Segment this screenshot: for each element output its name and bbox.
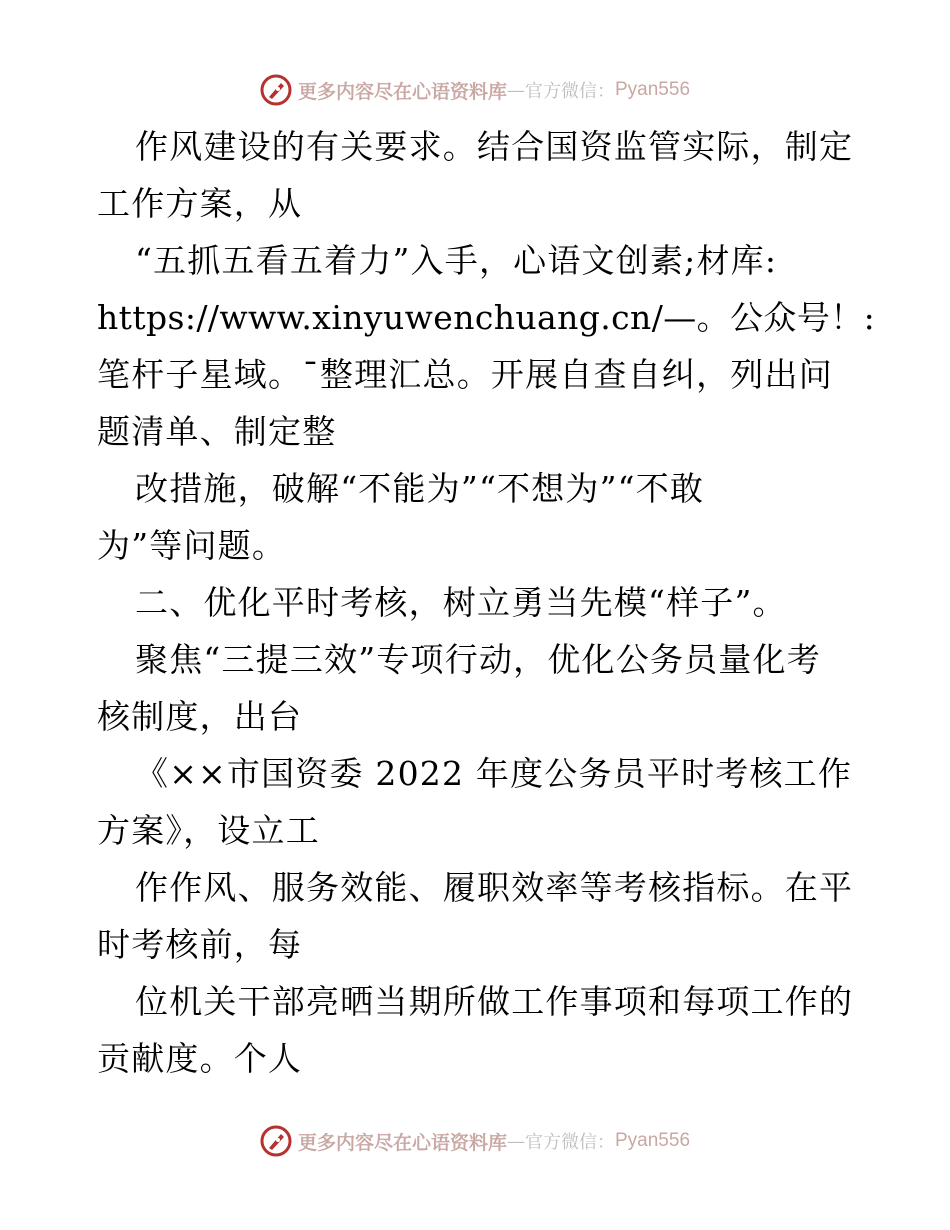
watermark-wechat-label: 官方微信： — [525, 1132, 615, 1153]
watermark-wechat-id: Pyan556 — [615, 79, 691, 100]
text-line-url: https://www.xinyuwenchuang.cn/—。公众号！: — [97, 298, 876, 337]
text-line: 工作方案，从 — [97, 184, 303, 223]
document-body — [97, 118, 876, 1087]
pen-nib-logo-icon — [260, 74, 292, 106]
text-line: 聚焦“三提三效”专项行动，优化公务员量化考 — [135, 640, 821, 679]
text-line: 为”等问题。 — [97, 526, 287, 565]
text-line: 作作风、服务效能、履职效率等考核指标。在平 — [135, 868, 854, 907]
section-heading: 二、优化平时考核，树立勇当先模“样子”。 — [135, 583, 787, 622]
watermark-wechat-id: Pyan556 — [615, 1130, 691, 1151]
text-line: 贡献度。个人 — [97, 1039, 303, 1078]
footer-watermark — [0, 1121, 950, 1161]
watermark-wechat-label: 官方微信： — [525, 81, 615, 102]
text-line: 核制度，出台 — [97, 697, 303, 736]
text-line: 方案》，设立工 — [97, 811, 320, 850]
text-line: 时考核前，每 — [97, 925, 303, 964]
watermark-site-text: 更多内容尽在心语资料库 — [297, 80, 507, 103]
header-watermark — [0, 70, 950, 110]
text-line: 位机关干部亮晒当期所做工作事项和每项工作的 — [135, 982, 854, 1021]
text-line: 《××市国资委 2022 年度公务员平时考核工作 — [135, 754, 853, 793]
text-line: 作风建设的有关要求。结合国资监管实际，制定 — [135, 127, 854, 166]
watermark-separator: — — [507, 1130, 525, 1152]
watermark-separator: — — [507, 79, 525, 101]
text-line: 改措施，破解“不能为”“不想为”“不敢 — [135, 469, 705, 508]
pen-nib-logo-icon — [260, 1125, 292, 1157]
text-line: “五抓五看五着力”入手，心语文创素;材库: — [135, 241, 778, 280]
text-line: 笔杆子星域。¯整理汇总。开展自查自纠，列出问 — [97, 355, 833, 394]
text-line: 题清单、制定整 — [97, 412, 337, 451]
watermark-site-text: 更多内容尽在心语资料库 — [297, 1131, 507, 1154]
